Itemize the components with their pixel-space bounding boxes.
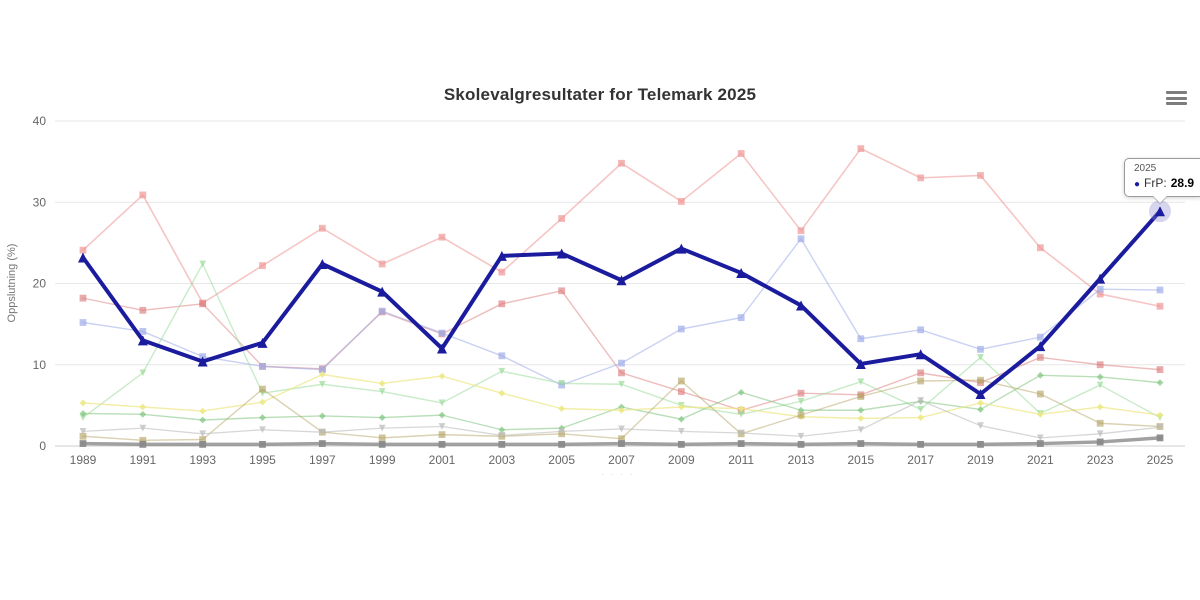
marker-light-red[interactable] xyxy=(379,261,386,268)
marker-light-blue[interactable] xyxy=(857,335,864,342)
marker-yellow[interactable] xyxy=(259,399,266,406)
marker-green[interactable] xyxy=(857,407,864,414)
tooltip xyxy=(1124,158,1200,197)
series-line-light-green xyxy=(83,264,1160,418)
marker-green[interactable] xyxy=(1037,372,1044,379)
x-axis-label: 2005 xyxy=(548,453,576,467)
tooltip-value: 28.9 xyxy=(1170,176,1195,190)
x-axis-label: 2023 xyxy=(1086,453,1114,467)
marker-red[interactable] xyxy=(618,369,625,376)
marker-dark-gray[interactable] xyxy=(319,440,326,447)
marker-green[interactable] xyxy=(439,412,446,419)
marker-green[interactable] xyxy=(319,413,326,420)
marker-FrP[interactable] xyxy=(78,253,88,263)
marker-dark-gray[interactable] xyxy=(139,441,146,448)
marker-light-green[interactable] xyxy=(857,378,864,385)
marker-olive[interactable] xyxy=(259,386,266,393)
x-axis-label: 2015 xyxy=(847,453,875,467)
x-axis-faint-note: · · · · xyxy=(601,469,635,479)
marker-red[interactable] xyxy=(558,287,565,294)
marker-green[interactable] xyxy=(139,411,146,418)
marker-yellow[interactable] xyxy=(379,380,386,387)
series-line-red xyxy=(83,291,1160,410)
x-axis-label: 1999 xyxy=(368,453,396,467)
x-axis-label: 2019 xyxy=(967,453,994,467)
x-axis-label: 2025 xyxy=(1146,453,1174,467)
marker-light-red[interactable] xyxy=(1157,303,1164,310)
marker-olive[interactable] xyxy=(439,431,446,438)
marker-light-blue[interactable] xyxy=(498,352,505,359)
marker-red[interactable] xyxy=(498,300,505,307)
marker-red[interactable] xyxy=(199,300,206,307)
y-axis-title: Oppslutning (%) xyxy=(6,243,18,323)
marker-light-blue[interactable] xyxy=(738,314,745,321)
x-axis-label: 1993 xyxy=(189,453,217,467)
marker-red[interactable] xyxy=(139,307,146,314)
marker-dark-gray[interactable] xyxy=(1157,434,1164,441)
x-axis-label: 1997 xyxy=(308,453,336,467)
marker-green[interactable] xyxy=(199,417,206,424)
marker-dark-gray[interactable] xyxy=(259,441,266,448)
marker-light-blue[interactable] xyxy=(1097,286,1104,293)
tooltip-year: 2025 xyxy=(1134,163,1157,174)
marker-yellow[interactable] xyxy=(558,405,565,412)
series-bullet-icon: ● xyxy=(1134,179,1141,190)
marker-dark-gray[interactable] xyxy=(498,441,505,448)
marker-light-blue[interactable] xyxy=(618,360,625,367)
marker-yellow[interactable] xyxy=(498,390,505,397)
marker-dark-gray[interactable] xyxy=(917,441,924,448)
marker-olive[interactable] xyxy=(1037,391,1044,398)
y-axis-label: 20 xyxy=(32,276,46,291)
x-axis-label: 2009 xyxy=(667,453,695,467)
marker-dark-gray[interactable] xyxy=(439,441,446,448)
marker-dark-gray[interactable] xyxy=(678,441,685,448)
marker-red[interactable] xyxy=(798,390,805,397)
marker-red[interactable] xyxy=(80,295,87,302)
marker-light-blue[interactable] xyxy=(259,363,266,370)
y-axis-label: 40 xyxy=(32,114,46,128)
marker-olive[interactable] xyxy=(977,377,984,384)
marker-olive[interactable] xyxy=(1097,420,1104,427)
marker-yellow[interactable] xyxy=(1097,404,1104,411)
marker-green[interactable] xyxy=(977,406,984,413)
marker-green[interactable] xyxy=(259,414,266,421)
marker-yellow[interactable] xyxy=(139,404,146,411)
marker-light-blue[interactable] xyxy=(917,326,924,333)
marker-dark-gray[interactable] xyxy=(80,440,87,447)
marker-red[interactable] xyxy=(917,369,924,376)
y-axis-label: 10 xyxy=(32,357,46,372)
marker-light-red[interactable] xyxy=(259,262,266,269)
marker-light-red[interactable] xyxy=(139,192,146,199)
x-axis-label: 1991 xyxy=(129,453,157,467)
marker-yellow[interactable] xyxy=(917,414,924,421)
marker-yellow[interactable] xyxy=(1157,412,1164,419)
marker-dark-gray[interactable] xyxy=(1037,440,1044,447)
chart-title: Skolevalgresultater for Telemark 2025 xyxy=(443,85,757,104)
x-axis-label: 1995 xyxy=(249,453,276,467)
marker-dark-gray[interactable] xyxy=(1097,439,1104,446)
marker-light-red[interactable] xyxy=(558,215,565,222)
marker-dark-gray[interactable] xyxy=(798,441,805,448)
marker-light-red[interactable] xyxy=(857,145,864,152)
marker-red[interactable] xyxy=(1037,354,1044,361)
marker-light-red[interactable] xyxy=(1037,244,1044,251)
marker-green[interactable] xyxy=(1157,379,1164,386)
marker-red[interactable] xyxy=(1097,361,1104,368)
marker-green[interactable] xyxy=(738,389,745,396)
marker-light-red[interactable] xyxy=(439,234,446,241)
marker-green[interactable] xyxy=(678,416,685,423)
marker-light-red[interactable] xyxy=(977,172,984,179)
marker-olive[interactable] xyxy=(379,434,386,441)
marker-dark-gray[interactable] xyxy=(199,441,206,448)
marker-light-red[interactable] xyxy=(798,227,805,234)
marker-green[interactable] xyxy=(1097,374,1104,381)
marker-light-blue[interactable] xyxy=(1157,287,1164,294)
marker-light-red[interactable] xyxy=(678,198,685,205)
marker-dark-gray[interactable] xyxy=(558,441,565,448)
x-axis-label: 1989 xyxy=(69,453,97,467)
x-axis-label: 2013 xyxy=(787,453,815,467)
marker-yellow[interactable] xyxy=(977,400,984,407)
x-axis-label: 2017 xyxy=(907,453,935,467)
x-axis-label: 2007 xyxy=(608,453,635,467)
marker-light-blue[interactable] xyxy=(678,326,685,333)
marker-green[interactable] xyxy=(379,414,386,421)
marker-red[interactable] xyxy=(1157,366,1164,373)
marker-olive[interactable] xyxy=(857,393,864,400)
marker-light-red[interactable] xyxy=(618,160,625,167)
marker-light-blue[interactable] xyxy=(439,330,446,337)
marker-yellow[interactable] xyxy=(857,415,864,422)
marker-light-red[interactable] xyxy=(738,150,745,157)
marker-yellow[interactable] xyxy=(80,400,87,407)
x-axis-label: 2001 xyxy=(428,453,456,467)
y-axis-label: 30 xyxy=(32,195,46,210)
marker-red[interactable] xyxy=(678,388,685,395)
marker-light-green[interactable] xyxy=(199,261,206,268)
x-axis-label: 2003 xyxy=(488,453,516,467)
marker-light-red[interactable] xyxy=(319,225,326,232)
marker-olive[interactable] xyxy=(678,378,685,385)
x-axis-label: 2011 xyxy=(728,453,755,467)
x-axis-label: 2021 xyxy=(1026,453,1054,467)
marker-olive[interactable] xyxy=(798,412,805,419)
marker-light-blue[interactable] xyxy=(80,319,87,326)
tooltip-series-label: FrP: xyxy=(1144,176,1167,190)
marker-light-blue[interactable] xyxy=(977,346,984,353)
marker-light-blue[interactable] xyxy=(798,235,805,242)
marker-yellow[interactable] xyxy=(199,408,206,415)
marker-dark-gray[interactable] xyxy=(379,441,386,448)
marker-dark-gray[interactable] xyxy=(857,440,864,447)
marker-light-blue[interactable] xyxy=(1037,334,1044,341)
marker-dark-gray[interactable] xyxy=(738,440,745,447)
marker-light-green[interactable] xyxy=(1097,382,1104,389)
series-line-FrP xyxy=(83,211,1160,394)
marker-light-green[interactable] xyxy=(917,406,924,413)
marker-olive[interactable] xyxy=(917,378,924,385)
y-axis-label: 0 xyxy=(39,439,46,453)
marker-light-red[interactable] xyxy=(917,174,924,181)
marker-dark-gray[interactable] xyxy=(977,441,984,448)
marker-light-red[interactable] xyxy=(498,269,505,276)
marker-dark-gray[interactable] xyxy=(618,440,625,447)
marker-light-blue[interactable] xyxy=(379,308,386,315)
marker-yellow[interactable] xyxy=(439,373,446,380)
